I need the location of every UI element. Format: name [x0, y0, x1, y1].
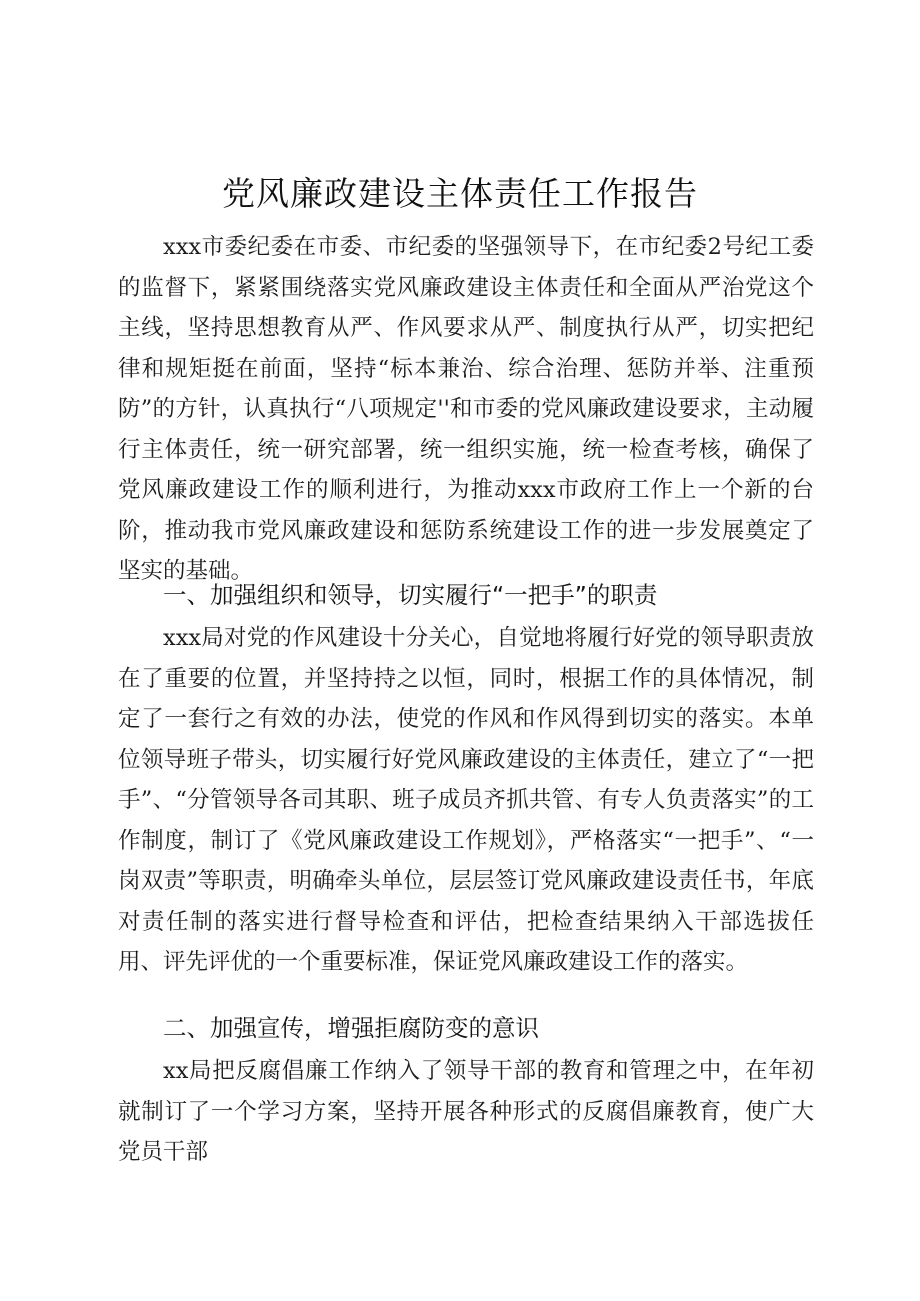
section-heading-1: 一、加强组织和领导，切实履行“一把手”的职责 — [163, 581, 658, 609]
section-paragraph-1: xxx局对党的作风建设十分关心，自觉地将履行好党的领导职责放在了重要的位置，并坚持持之以恒，同时，根据工作的具体情况，制定了一套行之有效的办法，使党的作风和作风得到切实的落实。本单位领导班子带头，切实履行好党风廉政建设的主体责任，建立了“一把手”、“分管领导各司其职、班子成员齐抓共管、有专人负责落实”的工作制度，制订了《党风廉政建设工作规划》，严格落实“一把手”、“一岗双责”等职责，明确牵头单位，层层签订党风廉政建设责任书，年底对责任制的落实进行督导检查和评估，把检查结果纳入干部选拔任用、评先评优的一个重要标准，保证党风廉政建设工作的落实。 — [118, 625, 814, 975]
intro-paragraph: xxx市委纪委在市委、市纪委的坚强领导下，在市纪委2号纪工委的监督下，紧紧围绕落实党风廉政建设主体责任和全面从严治党这个主线，坚持思想教育从严、作风要求从严、制度执行从严，切实把纪律和规矩挺在前面，坚持“标本兼治、综合治理、惩防并举、注重预防”的方针，认真执行“八项规定''和市委的党风廉政建设要求，主动履行主体责任，统一研究部署，统一组织实施，统一检查考核，确保了党风廉政建设工作的顺利进行，为推动xxx市政府工作上一个新的台阶，推动我市党风廉政建设和惩防系统建设工作的进一步发展奠定了坚实的基础。 — [118, 234, 814, 584]
section-heading-2: 二、加强宣传，增强拒腐防变的意识 — [163, 1014, 539, 1042]
document-title: 党风廉政建设主体责任工作报告 — [222, 174, 698, 213]
section-paragraph-2: xx局把反腐倡廉工作纳入了领导干部的教育和管理之中，在年初就制订了一个学习方案，坚持开展各种形式的反腐倡廉教育，使广大党员干部 — [118, 1058, 814, 1165]
